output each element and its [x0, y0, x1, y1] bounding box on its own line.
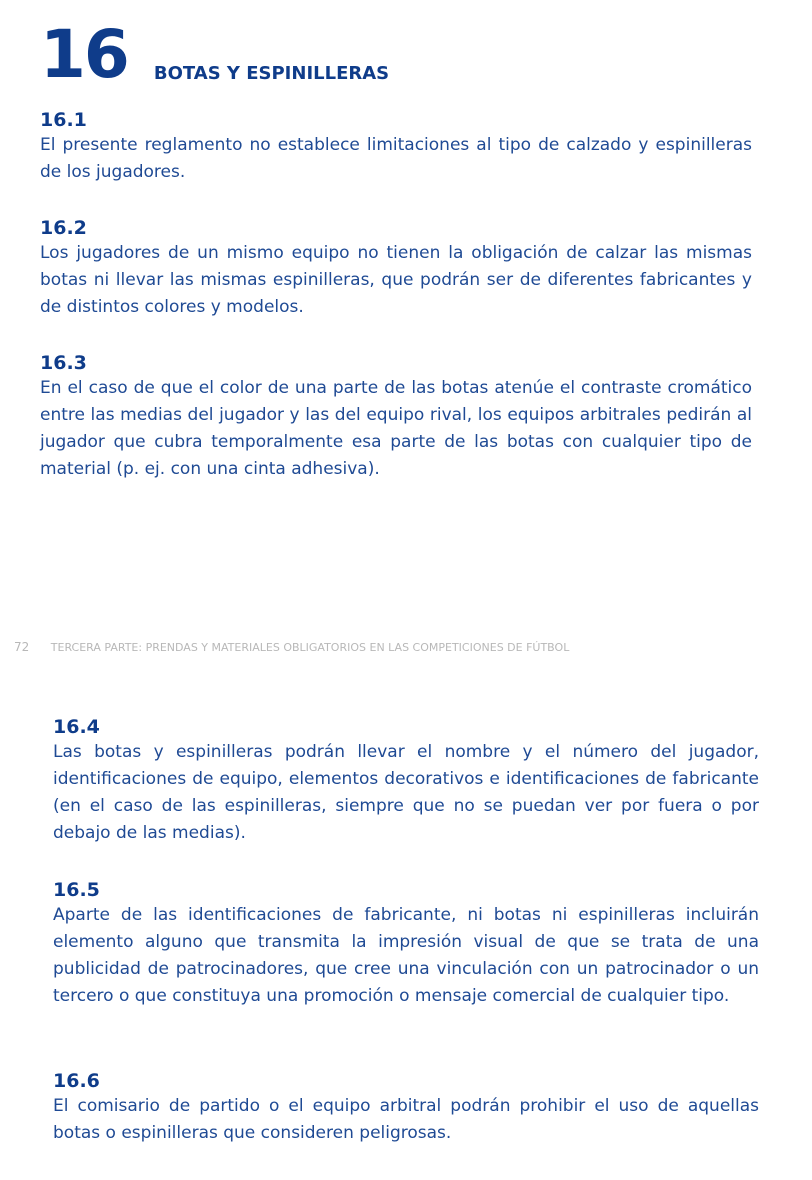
- section-16-6: [53, 1069, 759, 1147]
- section-number: 16.4: [53, 716, 100, 738]
- section-16-2: [40, 216, 752, 321]
- section-16-3: [40, 351, 752, 483]
- section-text: Aparte de las identificaciones de fabricante, ni botas ni espinilleras incluirán elemento alguno que transmita la impresión visual de que se trata de una publicidad de patrocinadores, que cree una vinculación con un patrocinador o un tercero o que constituya una promoción o mensaje comercial de cualquier tipo.: [53, 905, 759, 1006]
- section-number: 16.5: [53, 879, 100, 901]
- section-number: 16.2: [40, 217, 87, 239]
- page-number: 72: [14, 640, 30, 654]
- section-16-5: [53, 878, 759, 1010]
- section-text: En el caso de que el color de una parte de las botas atenúe el contraste cromático entre las medias del jugador y las del equipo rival, los equipos arbitrales pedirán al jugador que cubra temporalmente esa parte de las botas con cualquier tipo de material (p. ej. con una cinta adhesiva).: [40, 378, 752, 479]
- page-footer: [14, 640, 804, 654]
- chapter-title: BOTAS Y ESPINILLERAS: [153, 63, 390, 84]
- section-number: 16.3: [40, 352, 87, 374]
- section-16-4: [53, 715, 759, 847]
- section-number: 16.6: [53, 1070, 100, 1092]
- footer-text: TERCERA PARTE: PRENDAS Y MATERIALES OBLIGATORIOS EN LAS COMPETICIONES DE FÚTBOL: [50, 641, 570, 654]
- section-text: El presente reglamento no establece limitaciones al tipo de calzado y espinilleras de los jugadores.: [40, 135, 752, 182]
- section-text: Las botas y espinilleras podrán llevar el nombre y el número del jugador, identificaciones de equipo, elementos decorativos e identificaciones de fabricante (en el caso de las espinilleras, siempre que no se puedan ver por fuera o por debajo de las medias).: [53, 742, 759, 843]
- section-text: El comisario de partido o el equipo arbitral podrán prohibir el uso de aquellas botas o espinilleras que consideren peligrosas.: [53, 1096, 759, 1143]
- section-text: Los jugadores de un mismo equipo no tienen la obligación de calzar las mismas botas ni llevar las mismas espinilleras, que podrán ser de diferentes fabricantes y de distintos colores y modelos.: [40, 243, 752, 317]
- chapter-number: 16: [40, 16, 128, 93]
- chapter-header: [40, 16, 390, 93]
- section-16-1: [40, 108, 752, 186]
- section-number: 16.1: [40, 109, 87, 131]
